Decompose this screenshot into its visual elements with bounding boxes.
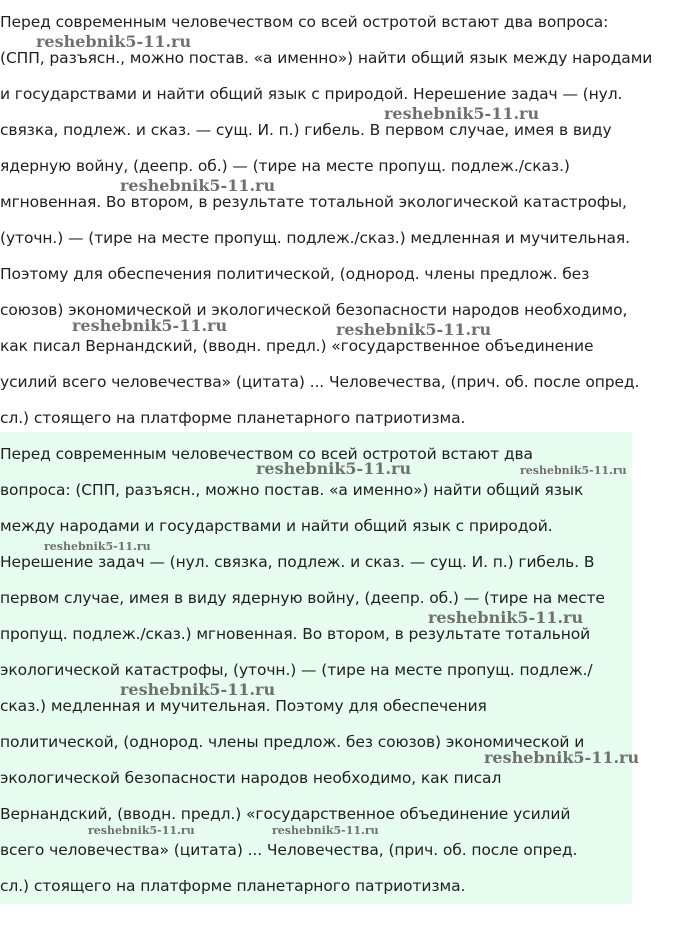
text-line: союзов) экономической и экологической безопасности народов необходимо,	[0, 301, 628, 319]
watermark-text: reshebnik5-11.ru	[484, 748, 640, 767]
watermark-text: reshebnik5-11.ru	[384, 104, 540, 123]
watermark-text: reshebnik5-11.ru	[44, 540, 151, 553]
watermark-text: reshebnik5-11.ru	[72, 316, 228, 335]
text-line: экологической катастрофы, (уточн.) — (тире на месте пропущ. подлеж./	[0, 661, 593, 679]
watermark-text: reshebnik5-11.ru	[336, 320, 492, 339]
text-line: сл.) стоящего на платформе планетарного патриотизма.	[0, 877, 466, 895]
text-line: всего человечества» (цитата) ... Человечества, (прич. об. после опред.	[0, 841, 578, 859]
text-line: вопроса: (СПП, разъясн., можно постав. «а именно») найти общий язык	[0, 481, 584, 499]
watermark-text: reshebnik5-11.ru	[428, 608, 584, 627]
text-line: пропущ. подлеж./сказ.) мгновенная. Во втором, в результате тотальной	[0, 625, 591, 643]
text-line: Нерешение задач — (нул. связка, подлеж. и сказ. — сущ. И. п.) гибель. В	[0, 553, 595, 571]
watermark-text: reshebnik5-11.ru	[88, 824, 195, 837]
text-line: Поэтому для обеспечения политической, (однород. члены предлож. без	[0, 265, 590, 283]
text-line: (уточн.) — (тире на месте пропущ. подлеж./сказ.) медленная и мучительная.	[0, 229, 630, 247]
text-line: мгновенная. Во втором, в результате тотальной экологической катастрофы,	[0, 193, 627, 211]
watermark-text: reshebnik5-11.ru	[120, 680, 276, 699]
text-block-plain	[0, 0, 680, 432]
text-line: первом случае, имея в виду ядерную войну, (деепр. об.) — (тире на месте	[0, 589, 605, 607]
text-line: экологической безопасности народов необходимо, как писал	[0, 769, 502, 787]
watermark-text: reshebnik5-11.ru	[120, 176, 276, 195]
text-line: усилий всего человечества» (цитата) ... Человечества, (прич. об. после опред.	[0, 373, 640, 391]
text-line: ядерную войну, (деепр. об.) — (тире на месте пропущ. подлеж./сказ.)	[0, 157, 570, 175]
watermark-text: reshebnik5-11.ru	[36, 32, 192, 51]
text-line: и государствами и найти общий язык с природой. Нерешение задач — (нул.	[0, 85, 623, 103]
text-line: между народами и государствами и найти общий язык с природой.	[0, 517, 553, 535]
watermark-text: reshebnik5-11.ru	[272, 824, 379, 837]
text-line: Перед современным человечеством со всей остротой встают два вопроса:	[0, 13, 609, 31]
text-line: (СПП, разъясн., можно постав. «а именно») найти общий язык между народами	[0, 49, 653, 67]
text-line: как писал Вернандский, (вводн. предл.) «государственное объединение	[0, 337, 594, 355]
watermark-text: reshebnik5-11.ru	[520, 464, 627, 477]
text-line: Перед современным человечеством со всей остротой встают два	[0, 445, 533, 463]
text-line: Вернандский, (вводн. предл.) «государственное объединение усилий	[0, 805, 571, 823]
text-line: связка, подлеж. и сказ. — сущ. И. п.) гибель. В первом случае, имея в виду	[0, 121, 612, 139]
text-line: политической, (однород. члены предлож. без союзов) экономической и	[0, 733, 585, 751]
watermark-text: reshebnik5-11.ru	[256, 459, 412, 478]
text-line: сл.) стоящего на платформе планетарного патриотизма.	[0, 409, 466, 427]
text-line: сказ.) медленная и мучительная. Поэтому для обеспечения	[0, 697, 487, 715]
